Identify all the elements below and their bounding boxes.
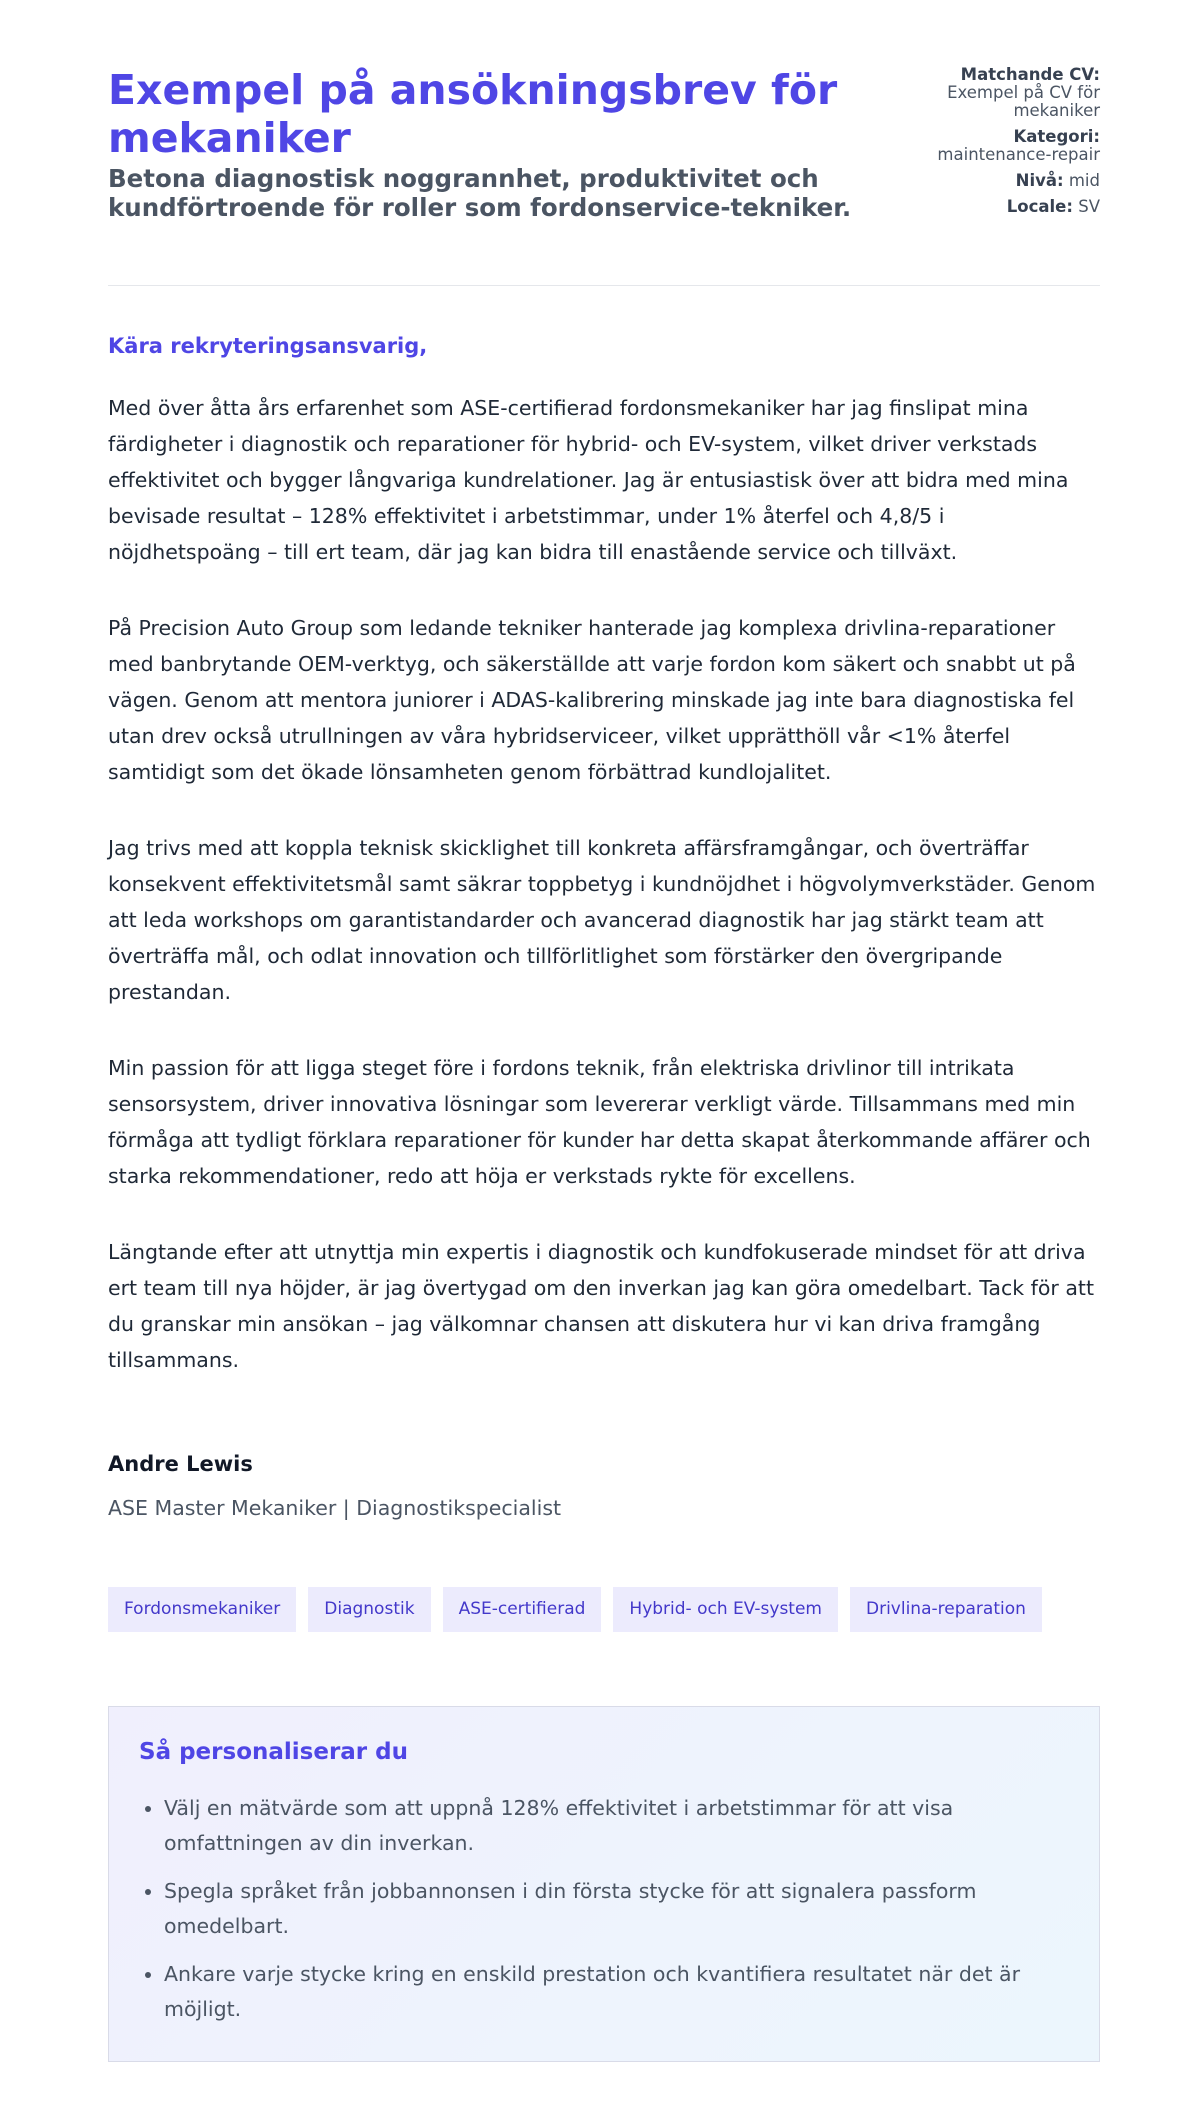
letter-paragraph: Med över åtta års erfarenhet som ASE-certifierad fordonsmekaniker har jag finslipat mina färdigheter i diagnostik och reparationer för hybrid- och EV-system, vilket driver verkstads effektivitet och bygger långvariga kundrelationer. Jag är entusiastisk över att bidra med mina bevisade resultat – 128% effektivitet i arbetstimmar, under 1% återfel och 4,8/5 i nöjdhetspoäng – till ert team, där jag kan bidra till enastående service och tillväxt. bbox=[108, 396, 1069, 564]
letter-body bbox=[108, 390, 1100, 1418]
tag: Drivlina-reparation bbox=[850, 1587, 1042, 1632]
meta-locale-value: SV bbox=[1078, 197, 1100, 216]
tip-item: • Spegla språket från jobbannonsen i din första stycke för att signalera passform omedelbart. bbox=[164, 1874, 1084, 1944]
meta-category-value: maintenance-repair bbox=[937, 145, 1100, 164]
meta-locale-label: Locale: bbox=[1006, 197, 1073, 216]
tip-item: • Välj en mätvärde som att uppnå 128% effektivitet i arbetstimmar för att visa omfattningen av din inverkan. bbox=[164, 1791, 1084, 1861]
meta-locale bbox=[900, 198, 1100, 216]
signature-title: ASE Master Mekaniker | Diagnostikspecialist bbox=[108, 1496, 562, 1520]
letter-greeting: Kära rekryteringsansvarig, bbox=[108, 334, 428, 358]
page-title: Exempel på ansökningsbrev för mekaniker bbox=[108, 66, 838, 162]
page-subtitle: Betona diagnostisk noggrannhet, produktivitet och kundförtroende för roller som fordonservice-tekniker. bbox=[108, 164, 852, 222]
tag: Hybrid- och EV-system bbox=[613, 1587, 838, 1632]
letter-paragraph: Jag trivs med att koppla teknisk skicklighet till konkreta affärsframgångar, och överträffar konsekvent effektivitetsmål samt säkrar toppbetyg i kundnöjdhet i högvolymverkstäder. Genom att leda workshops om garantistandarder och avancerad diagnostik har jag stärkt team att överträffa mål, och odlat innovation och tillförlitlighet som förstärker den övergripande prestandan. bbox=[108, 836, 1096, 1004]
meta-info bbox=[900, 66, 1100, 224]
letter-paragraph: På Precision Auto Group som ledande tekniker hanterade jag komplexa drivlina-reparationer med banbrytande OEM-verktyg, och säkerställde att varje fordon kom säkert och snabbt ut på vägen. Genom att mentora juniorer i ADAS-kalibrering minskade jag inte bara diagnostiska fel utan drev också utrullningen av våra hybridserviceer, vilket upprätthöll vår <1% återfel samtidigt som det ökade lönsamheten genom förbättrad kundlojalitet. bbox=[108, 616, 1076, 784]
meta-level bbox=[900, 172, 1100, 190]
tag: ASE-certifierad bbox=[443, 1587, 602, 1632]
meta-category bbox=[900, 128, 1100, 164]
signature-name: Andre Lewis bbox=[108, 1452, 253, 1476]
tag: Fordonsmekaniker bbox=[108, 1587, 296, 1632]
meta-cv-value: Exempel på CV för mekaniker bbox=[947, 83, 1100, 120]
letter-paragraph: Längtande efter att utnyttja min expertis i diagnostik och kundfokuserade mindset för att driva ert team till nya höjder, är jag övertygad om den inverkan jag kan göra omedelbart. Tack för att du granskar min ansökan – jag välkomnar chansen att diskutera hur vi kan driva framgång tillsammans. bbox=[108, 1240, 1094, 1372]
letter-paragraph: Min passion för att ligga steget före i fordons teknik, från elektriska drivlinor till intrikata sensorsystem, driver innovativa lösningar som levererar verkligt värde. Tillsammans med min förmåga att tydligt förklara reparationer för kunder har detta skapat återkommande affärer och starka rekommendationer, redo att höja er verkstads rykte för excellens. bbox=[108, 1056, 1091, 1188]
tips-title: Så personaliserar du bbox=[139, 1739, 408, 1765]
header bbox=[108, 66, 1100, 222]
meta-level-label: Nivå: bbox=[1015, 171, 1064, 190]
tips-list bbox=[139, 1791, 1084, 2040]
meta-category-label: Kategori: bbox=[1013, 127, 1100, 146]
meta-level-value: mid bbox=[1068, 171, 1100, 190]
personalize-tips-box bbox=[108, 1706, 1100, 2062]
header-divider bbox=[108, 285, 1100, 286]
meta-cv-label: Matchande CV: bbox=[960, 65, 1100, 84]
tip-item: • Ankare varje stycke kring en enskild prestation och kvantifiera resultatet när det är möjligt. bbox=[164, 1957, 1084, 2027]
tag-list bbox=[108, 1587, 1042, 1632]
meta-cv bbox=[900, 66, 1100, 120]
tag: Diagnostik bbox=[308, 1587, 430, 1632]
